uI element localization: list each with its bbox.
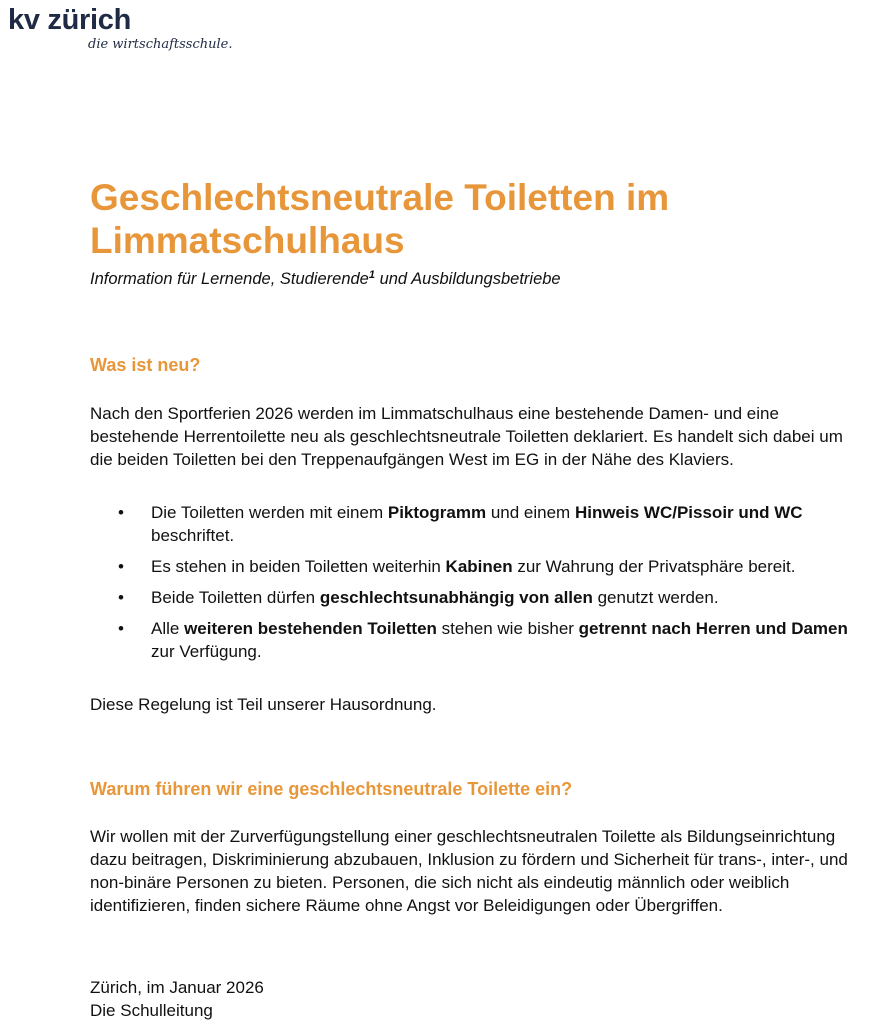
section1-intro: Nach den Sportferien 2026 werden im Limmatschulhaus eine bestehende Damen- und eine bestehende Herrentoilette neu als geschlechtsneutrale Toiletten deklariert. Es handelt sich dabei um die beiden Toiletten bei den Treppenaufgängen West im EG in der Nähe des Klaviers.: [90, 404, 843, 469]
list-item-bold: Kabinen: [445, 557, 513, 576]
list-item-bold: Hinweis WC/Pissoir und WC: [574, 503, 803, 522]
page-subtitle: [90, 270, 561, 289]
list-item-text: Die Toiletten werden mit einem: [151, 503, 388, 522]
subtitle-text: Information für Lernende, Studierende: [90, 270, 369, 288]
list-item-text: beschriftet.: [151, 526, 235, 545]
bullet-icon: •: [118, 557, 124, 576]
logo-tagline: die wirtschaftsschule.: [88, 37, 233, 52]
list-item-text: stehen wie bisher: [436, 619, 579, 638]
signature-block: [90, 976, 264, 1022]
list-item-text: Beide Toiletten dürfen: [151, 588, 320, 607]
section2-body: Wir wollen mit der Zurverfügungstellung einer geschlechtsneutralen Toilette als Bildungseinrichtung dazu beitragen, Diskriminierung abzubauen, Inklusion zu fördern und Sicherheit für trans-, inter-, und non-binäre Personen zu bieten. Personen, die sich nicht als eindeutig männlich oder weiblich identifizieren, finden sichere Räume ohne Angst vor Beleidigungen oder Übergriffen.: [90, 827, 848, 915]
footnote-mark: 1: [368, 269, 375, 281]
list-item-bold: geschlechtsunabhängig von allen: [319, 588, 593, 607]
list-item-text: und einem: [486, 503, 575, 522]
list-item-bold: getrennt nach Herren und Damen: [578, 619, 848, 638]
rules-list: [90, 501, 850, 671]
list-item-text: zur Wahrung der Privatsphäre bereit.: [512, 557, 796, 576]
list-item: [90, 586, 851, 609]
section1-closing: Diese Regelung ist Teil unserer Hausordnung.: [90, 695, 437, 714]
list-item-text: genutzt werden.: [592, 588, 719, 607]
kv-zurich-logo[interactable]: [8, 2, 233, 52]
list-item-bold: Piktogramm: [387, 503, 487, 522]
signer: Die Schulleitung: [90, 1001, 213, 1020]
list-item: [90, 501, 851, 547]
logo-wordmark: kv zürich: [8, 4, 132, 36]
list-item: [90, 555, 851, 578]
section-heading-what-is-new: Was ist neu?: [90, 355, 201, 375]
bullet-icon: •: [118, 619, 124, 638]
page-title: Geschlechtsneutrale Toiletten im Limmatschulhaus: [90, 177, 670, 261]
list-item-text: Alle: [151, 619, 185, 638]
subtitle-text-after: und Ausbildungsbetriebe: [374, 270, 561, 288]
bullet-icon: •: [118, 503, 124, 522]
list-item-text: Es stehen in beiden Toiletten weiterhin: [151, 557, 446, 576]
bullet-icon: •: [118, 588, 124, 607]
section-heading-why: Warum führen wir eine geschlechtsneutrale Toilette ein?: [90, 779, 573, 799]
list-item: [90, 617, 851, 663]
list-item-bold: weiteren bestehenden Toiletten: [184, 619, 437, 638]
place-date: Zürich, im Januar 2026: [90, 978, 264, 997]
list-item-text: zur Verfügung.: [151, 642, 262, 661]
